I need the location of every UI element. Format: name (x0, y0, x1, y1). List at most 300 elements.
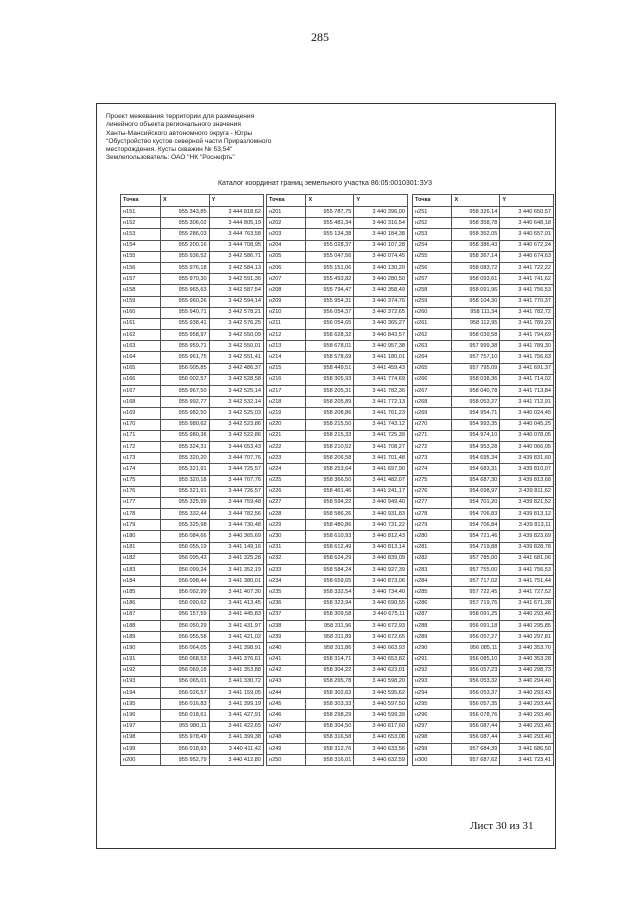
x-cell: 955 980,36 (161, 430, 210, 441)
y-cell: 3 439 810,07 (500, 464, 554, 475)
x-cell: 958 304,22 (306, 665, 354, 676)
x-cell: 958 610,93 (306, 531, 354, 542)
x-cell: 958 311,86 (306, 643, 354, 654)
x-cell: 958 083,72 (452, 262, 500, 273)
y-cell: 3 441 782,36 (354, 386, 408, 397)
table-row (413, 441, 554, 452)
x-cell: 955 306,02 (161, 218, 210, 229)
table-row (267, 565, 408, 576)
table-row (121, 553, 264, 564)
x-cell: 956 016,83 (161, 699, 210, 710)
table-row (267, 274, 408, 285)
x-cell: 955 938,41 (161, 318, 210, 329)
table-row (413, 542, 554, 553)
point-cell: н174 (121, 464, 161, 475)
y-cell: 3 440 396,00 (354, 207, 408, 218)
table-row (267, 598, 408, 609)
table-row (267, 441, 408, 452)
y-cell: 3 440 294,40 (500, 676, 554, 687)
table-row (413, 251, 554, 262)
y-cell: 3 441 727,52 (500, 587, 554, 598)
x-cell: 955 325,98 (161, 520, 210, 531)
point-cell: н151 (121, 207, 161, 218)
y-cell: 3 444 763,58 (209, 229, 263, 240)
x-cell: 958 366,50 (306, 475, 354, 486)
y-cell: 3 440 672,65 (354, 632, 408, 643)
y-cell: 3 442 523,86 (209, 419, 263, 430)
header-line: "Обустройство кустов северной части Приразломного (106, 137, 272, 145)
table-row (413, 643, 554, 654)
point-cell: н286 (413, 598, 452, 609)
x-cell: 958 215,33 (306, 430, 354, 441)
x-cell: 955 794,47 (306, 285, 354, 296)
table-row (267, 531, 408, 542)
point-cell: н162 (121, 330, 161, 341)
table-row (413, 486, 554, 497)
table-row (121, 430, 264, 441)
y-cell: 3 440 675,11 (354, 609, 408, 620)
table-row (413, 744, 554, 755)
table-row (413, 721, 554, 732)
x-cell: 958 326,14 (452, 207, 500, 218)
table-row (267, 363, 408, 374)
table-row (121, 475, 264, 486)
point-cell: н157 (121, 274, 161, 285)
x-cell: 958 208,86 (306, 408, 354, 419)
table-row (121, 654, 264, 665)
point-cell: н291 (413, 654, 452, 665)
y-cell: 3 444 805,19 (209, 218, 263, 229)
y-cell: 3 439 813,12 (500, 509, 554, 520)
column-header-point: Точка (267, 195, 306, 207)
y-cell: 3 440 184,38 (354, 229, 408, 240)
point-cell: н228 (267, 509, 306, 520)
table-row (121, 229, 264, 240)
x-cell: 958 206,58 (306, 453, 354, 464)
y-cell: 3 440 598,20 (354, 676, 408, 687)
y-cell: 3 440 066,05 (500, 441, 554, 452)
y-cell: 3 444 725,57 (209, 464, 263, 475)
x-cell: 956 099,24 (161, 565, 210, 576)
y-cell: 3 440 293,46 (500, 710, 554, 721)
point-cell: н299 (413, 744, 452, 755)
y-cell: 3 441 399,19 (209, 699, 263, 710)
x-cell: 954 683,31 (452, 464, 500, 475)
table-row (267, 419, 408, 430)
table-row (121, 676, 264, 687)
y-cell: 3 441 697,90 (354, 464, 408, 475)
point-cell: н231 (267, 542, 306, 553)
y-cell: 3 442 532,14 (209, 397, 263, 408)
table-row (121, 330, 264, 341)
y-cell: 3 441 376,61 (209, 654, 263, 665)
y-cell: 3 442 551,41 (209, 352, 263, 363)
y-cell: 3 444 730,48 (209, 520, 263, 531)
x-cell: 955 320,18 (161, 475, 210, 486)
point-cell: н187 (121, 609, 161, 620)
y-cell: 3 439 828,78 (500, 542, 554, 553)
table-row (121, 296, 264, 307)
table-row (267, 307, 408, 318)
point-cell: н272 (413, 441, 452, 452)
y-cell: 3 440 078,05 (500, 430, 554, 441)
x-cell: 954 695,34 (452, 453, 500, 464)
x-cell: 954 706,83 (452, 509, 500, 520)
point-cell: н278 (413, 509, 452, 520)
y-cell: 3 441 701,48 (354, 453, 408, 464)
x-cell: 958 480,86 (306, 520, 354, 531)
y-cell: 3 440 657,01 (500, 229, 554, 240)
table-row (413, 318, 554, 329)
y-cell: 3 440 316,54 (354, 218, 408, 229)
point-cell: н249 (267, 744, 306, 755)
x-cell: 955 936,52 (161, 251, 210, 262)
point-cell: н248 (267, 732, 306, 743)
point-cell: н199 (121, 744, 161, 755)
x-cell: 958 352,05 (452, 229, 500, 240)
point-cell: н205 (267, 251, 306, 262)
point-cell: н287 (413, 609, 452, 620)
table-row (121, 386, 264, 397)
point-cell: н246 (267, 710, 306, 721)
table-row (413, 553, 554, 564)
sheet-label: Лист 30 из 31 (470, 820, 534, 832)
y-cell: 3 440 293,44 (500, 699, 554, 710)
table-row (121, 363, 264, 374)
column-header-point: Точка (121, 195, 161, 207)
point-cell: н235 (267, 587, 306, 598)
table-row (413, 229, 554, 240)
point-cell: н191 (121, 654, 161, 665)
table-row (413, 688, 554, 699)
table-row (413, 475, 554, 486)
y-cell: 3 440 843,57 (354, 330, 408, 341)
y-cell: 3 441 774,69 (354, 374, 408, 385)
x-cell: 957 755,00 (452, 565, 500, 576)
x-cell: 958 205,89 (306, 397, 354, 408)
x-cell: 955 940,71 (161, 307, 210, 318)
table-row (267, 285, 408, 296)
table-row (413, 240, 554, 251)
table-row (413, 386, 554, 397)
y-cell: 3 439 811,62 (500, 486, 554, 497)
y-cell: 3 440 293,46 (500, 732, 554, 743)
point-cell: н247 (267, 721, 306, 732)
point-cell: н159 (121, 296, 161, 307)
x-cell: 956 026,57 (161, 688, 210, 699)
y-cell: 3 441 353,88 (209, 665, 263, 676)
point-cell: н290 (413, 643, 452, 654)
x-cell: 958 205,31 (306, 386, 354, 397)
y-cell: 3 440 653,08 (354, 732, 408, 743)
table-row (413, 408, 554, 419)
point-cell: н214 (267, 352, 306, 363)
table-row (121, 721, 264, 732)
table-row (121, 520, 264, 531)
point-cell: н285 (413, 587, 452, 598)
table-row (121, 699, 264, 710)
y-cell: 3 440 674,63 (500, 251, 554, 262)
point-cell: н273 (413, 453, 452, 464)
x-cell: 955 970,30 (161, 274, 210, 285)
header-line: Землепользователь: ОАО "НК "Роснефть" (106, 154, 235, 162)
point-cell: н230 (267, 531, 306, 542)
y-cell: 3 441 422,65 (209, 721, 263, 732)
x-cell: 956 053,32 (452, 676, 500, 687)
x-cell: 954 719,88 (452, 542, 500, 553)
table-row (267, 654, 408, 665)
point-cell: н215 (267, 363, 306, 374)
table-row (121, 732, 264, 743)
point-cell: н213 (267, 341, 306, 352)
table-row (121, 441, 264, 452)
y-cell: 3 441 398,91 (209, 643, 263, 654)
x-cell: 958 624,29 (306, 553, 354, 564)
x-cell: 956 065,01 (161, 676, 210, 687)
x-cell: 957 722,45 (452, 587, 500, 598)
y-cell: 3 440 293,46 (500, 721, 554, 732)
y-cell: 3 441 761,23 (354, 408, 408, 419)
y-cell: 3 441 159,05 (209, 688, 263, 699)
table-row (413, 285, 554, 296)
x-cell: 958 215,50 (306, 419, 354, 430)
x-cell: 958 303,33 (306, 699, 354, 710)
y-cell: 3 440 045,25 (500, 419, 554, 430)
x-cell: 956 091,18 (452, 620, 500, 631)
point-cell: н257 (413, 274, 452, 285)
y-cell: 3 440 365,69 (209, 531, 263, 542)
x-cell: 955 959,71 (161, 341, 210, 352)
y-cell: 3 439 813,11 (500, 520, 554, 531)
y-cell: 3 440 632,59 (354, 755, 408, 766)
y-cell: 3 441 399,38 (209, 732, 263, 743)
x-cell: 955 481,34 (306, 218, 354, 229)
table-row (413, 710, 554, 721)
table-row (413, 363, 554, 374)
x-cell: 958 093,61 (452, 274, 500, 285)
point-cell: н238 (267, 620, 306, 631)
y-cell: 3 439 823,69 (500, 531, 554, 542)
x-cell: 955 286,03 (161, 229, 210, 240)
point-cell: н163 (121, 341, 161, 352)
column-header-y: Y (354, 195, 408, 207)
table-row (121, 565, 264, 576)
point-cell: н170 (121, 419, 161, 430)
point-cell: н223 (267, 453, 306, 464)
table-row (267, 576, 408, 587)
y-cell: 3 440 812,43 (354, 531, 408, 542)
table-row (413, 598, 554, 609)
x-cell: 956 087,44 (452, 732, 500, 743)
table-row (121, 643, 264, 654)
x-cell: 955 967,50 (161, 386, 210, 397)
y-cell: 3 442 525,03 (209, 408, 263, 419)
y-cell: 3 441 325,28 (209, 553, 263, 564)
x-cell: 958 091,25 (452, 609, 500, 620)
x-cell: 955 976,18 (161, 262, 210, 273)
x-cell: 956 095,43 (161, 553, 210, 564)
x-cell: 954 993,35 (452, 419, 500, 430)
y-cell: 3 440 293,46 (500, 609, 554, 620)
y-cell: 3 440 412,80 (209, 755, 263, 766)
project-header (106, 113, 426, 163)
table-row (121, 688, 264, 699)
point-cell: н294 (413, 688, 452, 699)
x-cell: 956 085,10 (452, 654, 500, 665)
x-cell: 956 054,65 (306, 318, 354, 329)
point-cell: н222 (267, 441, 306, 452)
x-cell: 954 701,20 (452, 497, 500, 508)
point-cell: н292 (413, 665, 452, 676)
point-cell: н264 (413, 352, 452, 363)
x-cell: 958 111,34 (452, 307, 500, 318)
table-row (267, 464, 408, 475)
y-cell: 3 439 813,68 (500, 475, 554, 486)
point-cell: н164 (121, 352, 161, 363)
point-cell: н260 (413, 307, 452, 318)
point-cell: н284 (413, 576, 452, 587)
table-row (121, 531, 264, 542)
point-cell: н177 (121, 497, 161, 508)
y-cell: 3 441 149,16 (209, 542, 263, 553)
x-cell: 958 316,58 (306, 732, 354, 743)
y-cell: 3 441 789,23 (500, 318, 554, 329)
point-cell: н234 (267, 576, 306, 587)
point-cell: н288 (413, 620, 452, 631)
point-cell: н229 (267, 520, 306, 531)
x-cell: 954 698,97 (452, 486, 500, 497)
table-row (121, 620, 264, 631)
y-cell: 3 442 578,21 (209, 307, 263, 318)
x-cell: 954 974,10 (452, 430, 500, 441)
y-cell: 3 441 713,84 (500, 386, 554, 397)
point-cell: н208 (267, 285, 306, 296)
table-header-row (267, 195, 408, 207)
table-row (121, 509, 264, 520)
y-cell: 3 441 751,44 (500, 576, 554, 587)
x-cell: 956 157,59 (161, 609, 210, 620)
x-cell: 958 612,49 (306, 542, 354, 553)
table-row (267, 732, 408, 743)
table-row (121, 408, 264, 419)
column-header-y: Y (209, 195, 263, 207)
point-cell: н154 (121, 240, 161, 251)
point-cell: н166 (121, 374, 161, 385)
table-row (121, 218, 264, 229)
x-cell: 956 064,05 (161, 643, 210, 654)
table-row (267, 430, 408, 441)
y-cell: 3 444 707,76 (209, 453, 263, 464)
x-cell: 958 039,58 (452, 330, 500, 341)
table-row (121, 251, 264, 262)
y-cell: 3 442 522,86 (209, 430, 263, 441)
y-cell: 3 440 365,27 (354, 318, 408, 329)
table-row (413, 274, 554, 285)
y-cell: 3 441 445,83 (209, 609, 263, 620)
y-cell: 3 440 663,93 (354, 643, 408, 654)
point-cell: н266 (413, 374, 452, 385)
table-row (267, 632, 408, 643)
y-cell: 3 441 756,63 (500, 352, 554, 363)
x-cell: 958 305,93 (306, 374, 354, 385)
table-row (267, 408, 408, 419)
point-cell: н296 (413, 710, 452, 721)
point-cell: н252 (413, 218, 452, 229)
table-row (413, 755, 554, 766)
y-cell: 3 441 413,45 (209, 598, 263, 609)
point-cell: н258 (413, 285, 452, 296)
point-cell: н156 (121, 262, 161, 273)
x-cell: 958 038,36 (452, 374, 500, 385)
table-row (267, 318, 408, 329)
x-cell: 955 960,26 (161, 296, 210, 307)
y-cell: 3 441 431,97 (209, 620, 263, 631)
coordinates-table-3 (412, 194, 554, 766)
y-cell: 3 440 839,09 (354, 553, 408, 564)
table-row (413, 732, 554, 743)
y-cell: 3 441 782,72 (500, 307, 554, 318)
x-cell: 958 461,46 (306, 486, 354, 497)
point-cell: н188 (121, 620, 161, 631)
table-row (267, 509, 408, 520)
table-row (267, 665, 408, 676)
y-cell: 3 441 725,39 (354, 430, 408, 441)
y-cell: 3 444 759,48 (209, 497, 263, 508)
table-row (121, 486, 264, 497)
table-row (413, 397, 554, 408)
point-cell: н153 (121, 229, 161, 240)
header-line: линейного объекта регионального значения (106, 121, 241, 129)
point-cell: н216 (267, 374, 306, 385)
x-cell: 955 028,37 (306, 240, 354, 251)
x-cell: 956 002,57 (161, 374, 210, 385)
table-row (267, 341, 408, 352)
point-cell: н268 (413, 397, 452, 408)
y-cell: 3 440 931,83 (354, 509, 408, 520)
y-cell: 3 440 690,55 (354, 598, 408, 609)
table-row (267, 710, 408, 721)
point-cell: н168 (121, 397, 161, 408)
table-row (413, 620, 554, 631)
point-cell: н225 (267, 475, 306, 486)
table-row (267, 251, 408, 262)
point-cell: н221 (267, 430, 306, 441)
x-cell: 955 134,38 (306, 229, 354, 240)
x-cell: 957 757,10 (452, 352, 500, 363)
x-cell: 955 332,44 (161, 509, 210, 520)
table-row (267, 397, 408, 408)
x-cell: 955 980,11 (161, 721, 210, 732)
table-row (413, 699, 554, 710)
y-cell: 3 441 380,01 (209, 576, 263, 587)
point-cell: н280 (413, 531, 452, 542)
y-cell: 3 441 712,91 (500, 397, 554, 408)
point-cell: н281 (413, 542, 452, 553)
y-cell: 3 441 708,27 (354, 441, 408, 452)
x-cell: 958 358,78 (452, 218, 500, 229)
table-row (121, 542, 264, 553)
y-cell: 3 444 818,62 (209, 207, 263, 218)
x-cell: 956 018,61 (161, 710, 210, 721)
x-cell: 958 112,95 (452, 318, 500, 329)
x-cell: 954 706,84 (452, 520, 500, 531)
x-cell: 958 584,24 (306, 565, 354, 576)
x-cell: 956 055,19 (161, 542, 210, 553)
x-cell: 956 018,93 (161, 744, 210, 755)
y-cell: 3 442 486,37 (209, 363, 263, 374)
table-row (413, 374, 554, 385)
x-cell: 956 057,35 (452, 699, 500, 710)
